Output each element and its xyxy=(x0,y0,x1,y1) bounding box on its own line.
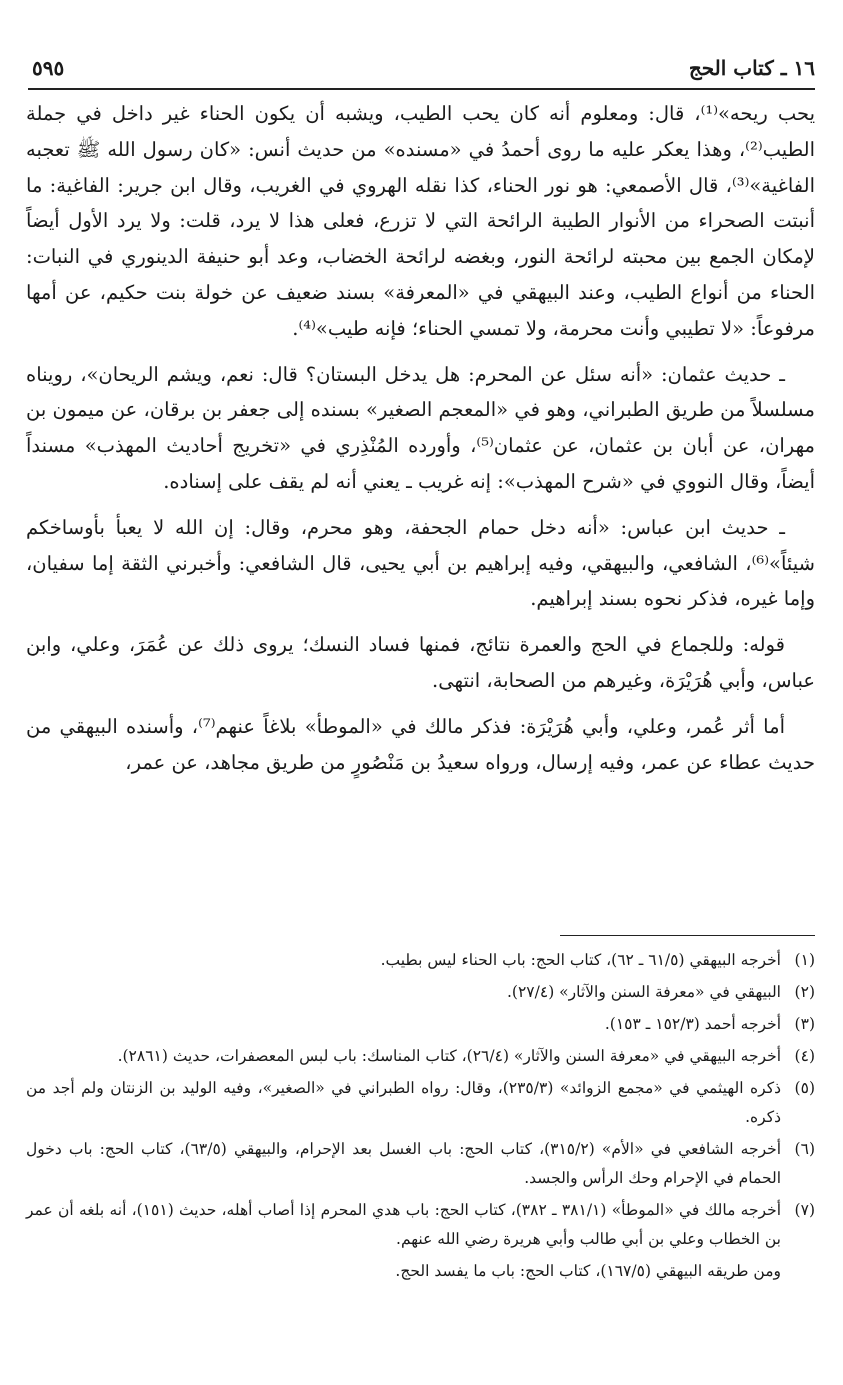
footnote-text: أخرجه البيهقي في «معرفة السنن والآثار» (٢٦/٤)، كتاب المناسك: باب لبس المعصفرات، حديث (٢٨٦١). xyxy=(117,1047,781,1065)
footnote-text: البيهقي في «معرفة السنن والآثار» (٢٧/٤). xyxy=(507,983,781,1001)
footnote xyxy=(26,1042,815,1071)
page-header xyxy=(28,52,815,90)
footnote xyxy=(26,946,815,975)
footnote xyxy=(26,1074,815,1132)
footnote-text: أخرجه البيهقي (٦١/٥ ـ ٦٢)، كتاب الحج: باب الحناء ليس بطيب. xyxy=(380,951,781,969)
paragraph: ـ حديث ابن عباس: «أنه دخل حمام الجحفة، وهو محرم، وقال: إن الله لا يعبأ بأوساخكم شيئاً»⁽⁶⁾، الشافعي، والبيهقي، وفيه إبراهيم بن أبي يحيى، قال الشافعي: وأخبرني الثقة إما سفيان، وإما غيره، فذكر نحوه بسند إبراهيم. xyxy=(26,515,815,611)
paragraph: أما أثر عُمر، وعلي، وأبي هُرَيْرَة: فذكر مالك في «الموطأ» بلاغاً عنهم⁽⁷⁾، وأسنده البيهقي من حديث عطاء عن عمر، وفيه إرسال، ورواه سعيدُ بن مَنْصُورٍ من طريق مجاهد، عن عمر، xyxy=(26,714,815,774)
footnote-number: (٣) xyxy=(794,1015,815,1033)
paragraph: يحب ريحه»⁽¹⁾، قال: ومعلوم أنه كان يحب الطيب، ويشبه أن يكون الحناء غير داخل في جملة الطيب⁽²⁾، وهذا يعكر عليه ما روى أحمدُ في «مسنده» من حديث أنس: «كان رسول الله ﷺ تعجبه الفاغية»⁽³⁾، قال الأصمعي: هو نور الحناء، كذا نقله الهروي في الغريب، وقال ابن جرير: الفاغية: ما أنبتت الصحراء من الأنوار الطيبة الرائحة التي لا تزرع، فعلى هذا لا يرد، قلت: ولا يرد الأول أيضاً لإمكان الجمع بين محبته لرائحة النور، وبغضه لرائحة الخضاب، وعد أبو حنيفة الدينوري في النبات: الحناء من أنواع الطيب، وعند البيهقي في «المعرفة» بسند ضعيف عن خولة بنت حكيم، عن أمها مرفوعاً: «لا تطيبي وأنت محرمة، ولا تمسي الحناء؛ فإنه طيب»⁽⁴⁾. xyxy=(26,102,815,340)
footnote-separator xyxy=(560,935,815,936)
footnote-text: ذكره الهيثمي في «مجمع الزوائد» (٢٣٥/٣)، وقال: رواه الطبراني في «الصغير»، وفيه الوليد بن الزنتان ولم أجد من ذكره. xyxy=(26,1079,781,1126)
footnote-number: (٢) xyxy=(794,983,815,1001)
footnote-continuation: ومن طريقه البيهقي (١٦٧/٥)، كتاب الحج: باب ما يفسد الحج. xyxy=(395,1262,781,1280)
footnote-number: (٦) xyxy=(794,1140,815,1158)
footnote-number: (٥) xyxy=(794,1079,815,1097)
footnote xyxy=(26,978,815,1007)
footnote-number: (٤) xyxy=(794,1047,815,1065)
footnote xyxy=(26,1010,815,1039)
footnote-text: أخرجه أحمد (١٥٢/٣ ـ ١٥٣). xyxy=(604,1015,781,1033)
footnote-text: أخرجه الشافعي في «الأم» (٣١٥/٢)، كتاب الحج: باب الغسل بعد الإحرام، والبيهقي (٦٣/٥)، كتاب الحج: باب دخول الحمام في الإحرام وحك الرأس والجسد. xyxy=(26,1140,782,1187)
footnote-number: (٧) xyxy=(794,1201,815,1219)
page-number: ٥٩٥ xyxy=(32,56,65,80)
footnote xyxy=(26,1135,815,1193)
paragraph: قوله: وللجماع في الحج والعمرة نتائج، فمنها فساد النسك؛ يروى ذلك عن عُمَرَ، وعلي، وابن عباس، وأبي هُرَيْرَة، وغيرهم من الصحابة، انتهى. xyxy=(26,633,815,692)
main-text xyxy=(26,96,815,790)
footnote xyxy=(26,1196,815,1254)
running-title: ١٦ ـ كتاب الحج xyxy=(688,56,815,80)
paragraph: ـ حديث عثمان: «أنه سئل عن المحرم: هل يدخل البستان؟ قال: نعم، ويشم الريحان»، رويناه مسلسلاً من طريق الطبراني، وهو في «المعجم الصغير» بسنده إلى جعفر بن برقان، عن ميمون بن مهران، عن أبان بن عثمان، عن عثمان⁽⁵⁾، وأورده المُنْذِري في «تخريج أحاديث المهذب» مسنداً أيضاً، وقال النووي في «شرح المهذب»: إنه غريب ـ يعني أنه لم يقف على إسناده. xyxy=(26,362,815,493)
footnote-number: (١) xyxy=(794,951,815,969)
footnotes xyxy=(26,946,815,1286)
footnote-text: أخرجه مالك في «الموطأ» (٣٨١/١ ـ ٣٨٢)، كتاب الحج: باب هدي المحرم إذا أصاب أهله، حديث (١٥١)، أنه بلغه أن عمر بن الخطاب وعلي بن أبي طالب وأبي هريرة رضي الله عنهم. xyxy=(26,1201,781,1248)
